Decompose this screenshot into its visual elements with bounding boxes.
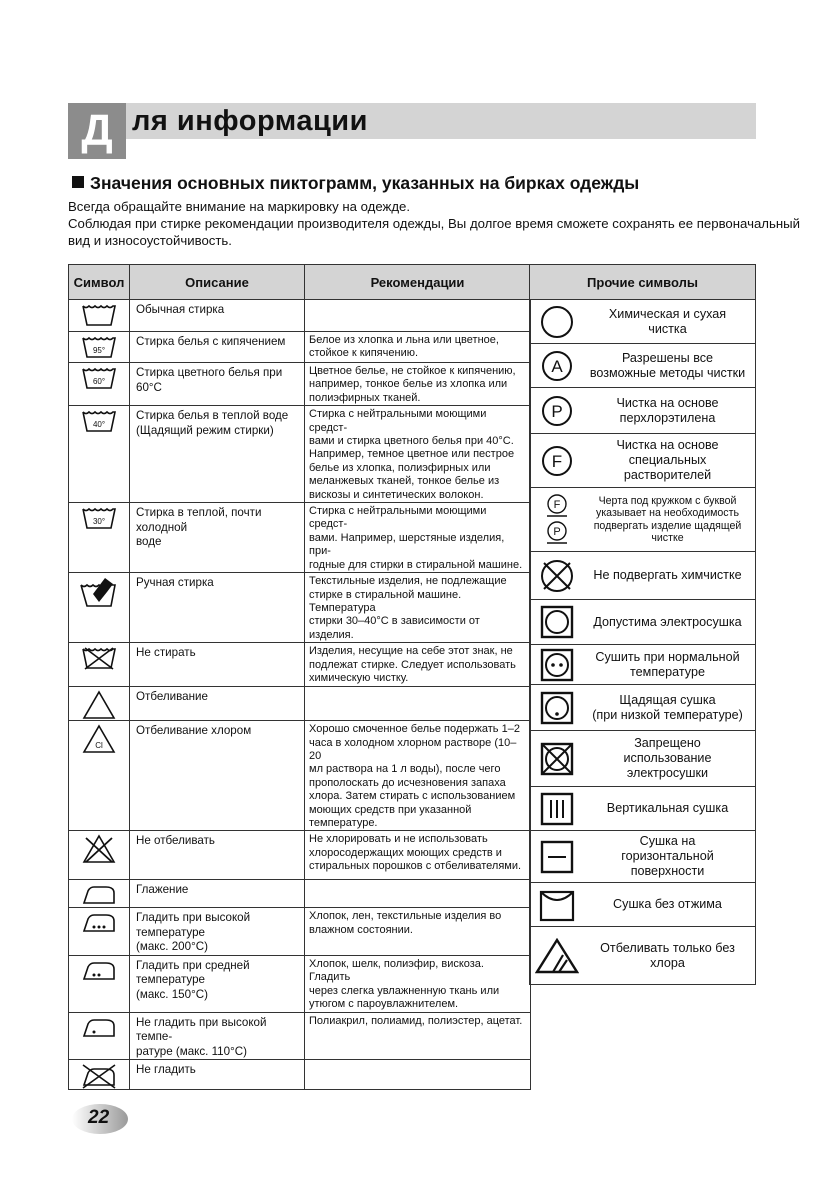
table-row [69,643,531,687]
symbol-cell [69,503,130,573]
symbol-cell [69,643,130,687]
svg-text:P: P [553,525,561,538]
recommendation-line: Например, темное цветное или пестрое [309,448,515,461]
recommendation-cell [305,955,531,1012]
recommendation-line: утюгом с пароувлажнителем. [309,998,459,1011]
tumble-dry-low-icon [530,691,584,725]
line-dry-icon [530,792,584,826]
intro-line: Соблюдая при стирке рекомендации производителя одежды, Вы долгое время сможете сохранять ее первоначальный [68,216,800,231]
recommendation-cell [305,831,531,880]
other-text-line: Отбеливать только без [600,940,735,955]
other-cell [530,300,756,344]
svg-text:95°: 95° [92,346,106,355]
table-row [69,908,531,956]
other-cell [530,685,756,731]
other-row [530,927,756,985]
svg-text:60°: 60° [92,377,106,386]
page-number-badge [70,1103,128,1135]
other-text [584,615,755,630]
symbol-cell [69,1060,130,1090]
recommendation-cell [305,687,531,721]
recommendation-line: белье из хлопка, полиэфирных или [309,461,491,474]
other-row [530,434,756,488]
other-text [584,495,755,545]
description-cell [130,831,305,880]
intro-text [68,198,800,249]
table-row [69,300,531,332]
no-tumble-dry-icon [530,742,584,776]
recommendation-cell [305,300,531,332]
recommendation-line: например, тонкое белье из хлопка или [309,378,508,391]
other-text-line: Черта под кружком с буквой [598,494,737,507]
symbol-cell [69,300,130,332]
table-row [69,406,531,503]
table-row [69,332,531,363]
other-text-line: Запрещено [634,736,701,750]
description-cell [130,332,305,363]
drip-dry-icon [530,888,584,922]
other-text-line: Сушка без отжима [613,897,722,911]
other-row [530,552,756,600]
other-cell [530,488,756,552]
other-text-line: чистке [651,532,684,544]
other-text-line: (при низкой температуре) [592,707,743,722]
other-text-line: Разрешены все [621,350,714,365]
no-wash-icon [69,646,129,670]
other-text-line: Не подвергать химчистке [593,568,742,582]
recommendation-cell [305,721,531,831]
other-text-line: использование [623,751,712,765]
wash-tub-icon [69,366,129,390]
other-text [584,897,755,912]
recommendation-line: Стирка с нейтральными моющими средст- [309,408,487,434]
description-cell [130,721,305,831]
recommendation-line: полиэфирных тканей. [309,391,421,404]
no-bleach-icon [69,834,129,864]
recommendation-line: стойкое к кипячению. [309,347,419,360]
table-row [69,573,531,643]
dry-clean-circle-icon [530,304,584,340]
gentle-dry-clean-icon [530,493,584,547]
other-cell [530,731,756,787]
care-symbols-table [68,264,531,1090]
recommendation-line: мл раствора на 1 л воды), после чего [309,763,501,776]
iron-three-dots-icon [69,911,129,935]
recommendation-line: часа в холодном хлорном растворе (10–20 [309,736,517,762]
wash-tub-icon [69,303,129,327]
other-text [584,568,755,583]
description-cell [130,573,305,643]
description-cell [130,687,305,721]
recommendation-cell [305,643,531,687]
table-row [69,503,531,573]
iron-two-dots-icon [69,959,129,983]
description-line: воде [136,535,162,549]
other-row [530,300,756,344]
description-line: Стирка белья в теплой воде [136,409,289,423]
other-text [584,693,755,723]
description-cell [130,955,305,1012]
recommendation-line: меланжевых тканей, тонкое белье из [309,475,500,488]
hand-wash-icon [69,576,129,608]
other-cell [530,645,756,685]
table-row [69,1060,531,1090]
recommendation-cell [305,363,531,406]
recommendation-line: Цветное белье, не стойкое к кипячению, [309,365,516,377]
other-row [530,731,756,787]
recommendation-cell [305,1012,531,1060]
other-text-line: перхлорэтилена [619,410,716,425]
svg-text:F: F [553,498,561,511]
svg-text:A: A [551,356,563,376]
wash-tub-icon [69,409,129,433]
description-line: Гладить при средней температуре [136,958,250,987]
column-header-symbol: Символ [69,265,130,300]
other-text-line: специальных [628,453,707,467]
non-chlorine-bleach-icon [530,938,584,974]
description-cell [130,880,305,908]
section-title [72,173,639,194]
description-line: Не отбеливать [136,834,215,848]
other-row [530,883,756,927]
other-text-line: подвергать изделие щадящей [593,519,742,532]
dry-clean-f-icon [530,444,584,478]
description-line: Стирка белья с кипячением [136,335,286,348]
symbol-cell [69,687,130,721]
description-line: Отбеливание хлором [136,724,252,738]
svg-text:F: F [551,451,563,471]
other-text [584,801,755,816]
recommendation-line: через слегка увлажненную ткань или [309,984,500,997]
wash-tub-icon [69,335,129,359]
other-text [584,941,755,971]
other-text [584,438,755,483]
bullet-square-icon [72,176,84,188]
flat-dry-icon [530,840,584,874]
table-row [69,1012,531,1060]
description-cell [130,1012,305,1060]
other-text-line: температуре [630,664,705,679]
column-header-other: Прочие символы [530,265,756,300]
other-text-line: горизонтальной [621,849,714,863]
other-text [584,736,755,781]
description-line: Не гладить при высокой темпе- [136,1015,267,1043]
table-row [69,955,531,1012]
other-row [530,488,756,552]
description-line: Обычная стирка [136,303,225,316]
dry-clean-p-icon [530,394,584,428]
iron-one-dot-icon [69,1016,129,1040]
section-title-text: Значения основных пиктограмм, указанных на бирках одежды [90,173,640,193]
other-cell [530,600,756,645]
recommendation-line: моющих средств при указанной [309,803,472,816]
other-text-line: поверхности [630,864,705,878]
recommendation-line: Полиакрил, полиамид, полиэстер, ацетат. [309,1014,523,1027]
symbol-cell [69,721,130,831]
other-text-line: Сушка на [639,834,696,848]
other-text-line: Химическая и сухая [608,306,727,321]
other-row [530,388,756,434]
column-header-recommendation: Рекомендации [305,265,531,300]
recommendation-line: вискозы и синтетических волокон. [309,488,484,501]
recommendation-line: Текстильные изделия, не подлежащие [309,575,507,588]
symbol-cell [69,363,130,406]
description-line: (макс. 150°C) [136,987,208,1001]
other-text-line: указывает на необходимость [596,507,739,519]
other-text [584,351,755,381]
page-title: ля информации [132,105,368,137]
other-text-line: Вертикальная сушка [606,801,729,815]
table-row [69,880,531,908]
svg-text:40°: 40° [92,420,106,430]
recommendation-line: Изделия, несущие на себе этот знак, не [309,645,513,658]
recommendation-line: Хорошо смоченное белье подержать 1–2 [309,723,520,736]
other-text-line: Чистка на основе [616,395,719,410]
recommendation-cell [305,503,531,573]
other-text [584,834,755,879]
svg-text:30°: 30° [92,517,106,527]
other-cell [530,787,756,831]
other-text-line: возможные методы чистки [589,365,746,380]
recommendation-line: вами и стирка цветного белья при 40°C. [309,435,514,448]
recommendation-cell [305,406,531,503]
tumble-dry-normal-icon [530,648,584,682]
other-cell [530,927,756,985]
recommendation-line: стирке в стиральной машине. Температура [309,588,462,614]
other-cell [530,883,756,927]
table-row [69,721,531,831]
no-iron-icon [69,1063,129,1089]
description-line: ратуре (макс. 110°C) [136,1044,247,1058]
recommendation-line: прополоскать до исчезновения запаха [309,776,506,789]
description-cell [130,363,305,406]
other-text-line: чистка [648,321,687,336]
other-text-line: электросушки [626,766,709,780]
other-text-line: Чистка на основе [616,438,719,452]
column-header-description: Описание [130,265,305,300]
description-cell [130,406,305,503]
recommendation-line: влажном состоянии. [309,923,413,936]
symbol-cell [69,831,130,880]
other-row [530,645,756,685]
description-line: Не гладить [136,1063,196,1076]
description-cell [130,503,305,573]
table-row [69,831,531,880]
dry-clean-a-icon [530,349,584,383]
chlorine-bleach-icon [69,724,129,754]
recommendation-line: Хлопок, шелк, полиэфир, вискоза. Гладить [309,957,484,984]
table-row [69,363,531,406]
header-letter-box: Д [68,103,126,159]
description-cell [130,1060,305,1090]
recommendation-line: Не хлорировать и не использовать [309,833,488,846]
recommendation-line: хлора. Затем стирать с использованием [309,790,516,803]
other-row [530,600,756,645]
other-text-line: Допустима электросушка [593,614,742,629]
other-row [530,831,756,883]
svg-text:P: P [551,401,563,421]
table-row [69,687,531,721]
description-line: Стирка цветного белья при 60°C [136,366,283,394]
intro-line: вид и износоустойчивость. [68,233,232,248]
recommendation-line: стиральных порошков с отбеливателями. [309,860,522,873]
wash-tub-icon [69,506,129,530]
recommendation-cell [305,573,531,643]
other-text-line: Щадящая сушка [619,692,716,707]
recommendation-line: Стирка с нейтральными моющими средст- [309,505,487,531]
description-line: (Щадящий режим стирки) [136,423,274,437]
description-line: (макс. 200°C) [136,940,208,954]
description-line: Отбеливание [136,690,208,704]
description-line: Глажение [136,883,189,897]
intro-line: Всегда обращайте внимание на маркировку на одежде. [68,199,411,214]
other-cell [530,388,756,434]
page-number: 22 [88,1107,110,1128]
other-text-line: Сушить при нормальной [595,649,740,664]
symbol-cell [69,573,130,643]
other-cell [530,434,756,488]
other-text [584,396,755,426]
other-text-line: растворителей [623,468,712,482]
other-text [584,650,755,680]
recommendation-line: хлоросодержащих моющих средств и [309,846,502,859]
symbol-cell [69,908,130,956]
recommendation-cell [305,908,531,956]
symbol-cell [69,332,130,363]
description-cell [130,300,305,332]
recommendation-line: годные для стирки в стиральной машине. [309,558,523,571]
bleach-triangle-icon [69,690,129,720]
description-cell [130,643,305,687]
other-cell [530,344,756,388]
other-text [584,307,755,337]
description-line: Не стирать [136,646,196,660]
recommendation-line: подлежат стирке. Следует использовать [309,658,516,671]
recommendation-cell [305,332,531,363]
recommendation-line: стирки 30–40°C в зависимости от изделия. [309,615,480,641]
other-symbols-table [529,264,756,985]
recommendation-cell [305,880,531,908]
other-text-line: хлора [650,955,685,970]
recommendation-line: Белое из хлопка и льна или цветное, [309,334,499,346]
other-cell [530,831,756,883]
description-line: Гладить при высокой температуре [136,911,251,939]
other-row [530,344,756,388]
recommendation-line: Хлопок, лен, текстильные изделия во [309,910,502,923]
other-row [530,685,756,731]
recommendation-cell [305,1060,531,1090]
description-line: Стирка в теплой, почти холодной [136,506,262,534]
description-cell [130,908,305,956]
recommendation-line: вами. Например, шерстяные изделия, при- [309,531,505,558]
svg-text:Cl: Cl [95,741,103,751]
description-line: Ручная стирка [136,576,214,590]
other-cell [530,552,756,600]
recommendation-line: химическую чистку. [309,671,409,684]
other-row [530,787,756,831]
iron-icon [69,883,129,907]
tumble-dry-icon [530,605,584,639]
no-dry-clean-icon [530,558,584,594]
symbol-cell [69,406,130,503]
symbol-cell [69,955,130,1012]
recommendation-line: температуре. [309,816,378,829]
symbol-cell [69,1012,130,1060]
symbol-cell [69,880,130,908]
